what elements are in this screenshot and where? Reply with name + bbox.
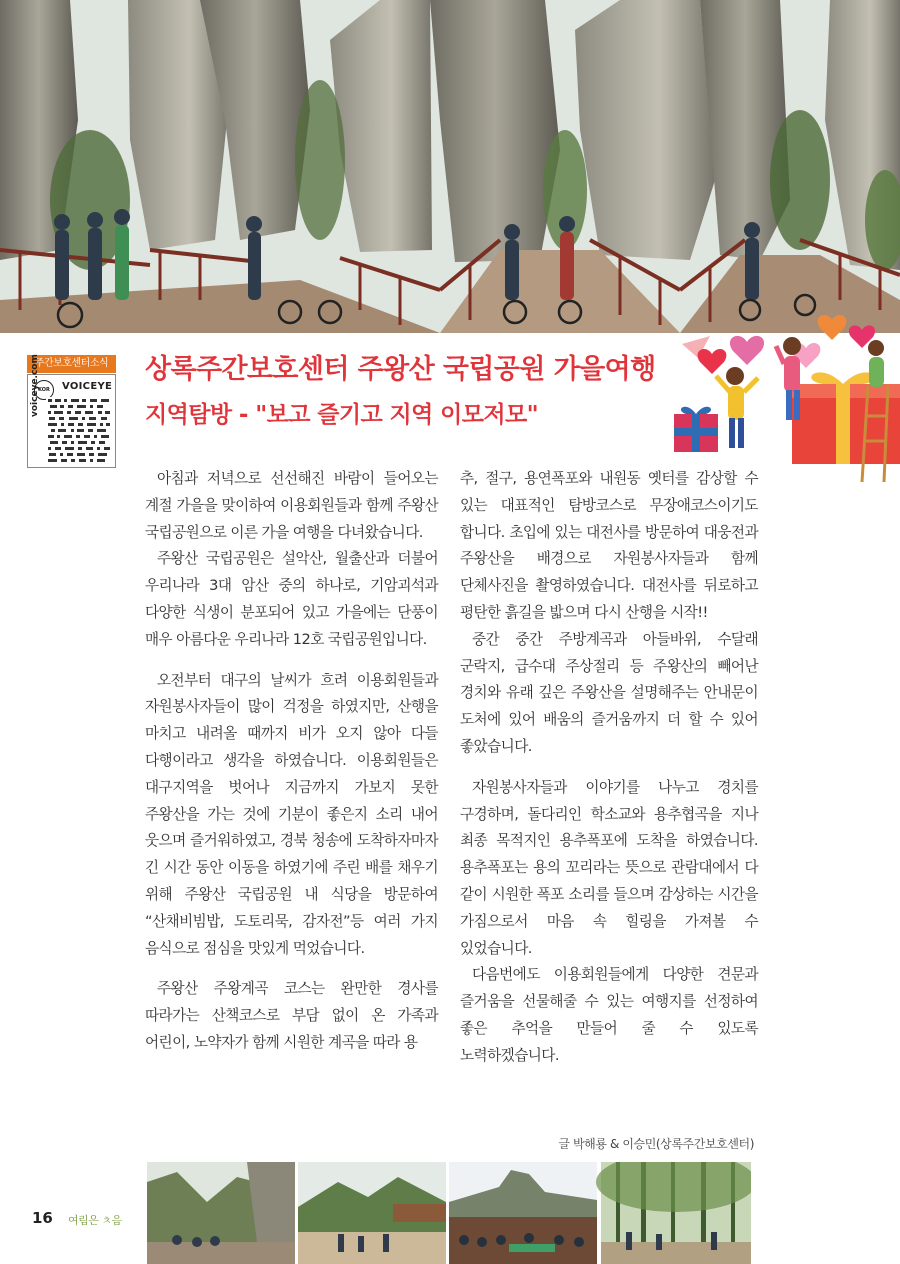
article-title: 상록주간보호센터 주왕산 국립공원 가을여행 xyxy=(145,354,656,385)
paragraph: 다음번에도 이용회원들에게 다양한 견문과 즐거움을 선물해줄 수 있는 여행지를 선정하여 좋은 추억을 만들어 줄 수 있도록 노력하겠습니다. xyxy=(460,966,758,1064)
kor-badge: KOR xyxy=(34,380,54,400)
byline: 글 박해룡 & 이승민(상록주간보호센터) xyxy=(558,1137,754,1151)
paragraph: 아침과 저녁으로 선선해진 바람이 들어오는 계절 가을을 맞이하여 이용회원들과 함께 주왕산 국립공원으로 이른 가을 여행을 다녀왔습니다. xyxy=(145,470,438,541)
page-number: 16 xyxy=(32,1209,53,1227)
voiceye-site: voiceye.com xyxy=(30,354,40,417)
article-subtitle: 지역탐방 - "보고 즐기고 지역 이모저모" xyxy=(145,402,539,428)
paragraph: 중간 중간 주방계곡과 아들바위, 수달래 군락지, 급수대 주상절리 등 주왕산의 빼어난 경치와 유래 깊은 주왕산을 설명해주는 안내문이 도처에 있어 배움의 즐거움까지 더 할 수 있어 좋았습니다. xyxy=(460,630,758,755)
body-right-column xyxy=(460,466,758,1070)
paragraph: 추, 절구, 용연폭포와 내원동 옛터를 감상할 수 있는 대표적인 탐방코스로 무장애코스이기도 합니다. 초입에 있는 대전사를 방문하여 대웅전과 주왕산을 배경으로 자원봉사자들과 함께 단체사진을 촬영하였습니다. 대전사를 뒤로하고 평탄한 흙길을 밟으며 다시 산행을 시작!! xyxy=(460,470,758,621)
section-tag: 주간보호센터소식 xyxy=(27,355,116,373)
paragraph: 주왕산 주왕계곡 코스는 완만한 경사를 따라가는 산책코스로 부담 없이 온 가족과 어린이, 노약자가 함께 시원한 계곡을 따라 용 xyxy=(145,980,438,1051)
paragraph: 주왕산 국립공원은 설악산, 월출산과 더불어 우리나라 3대 암산 중의 하나로, 기암괴석과 다양한 식생이 분포되어 있고 가을에는 단풍이 매우 아름다운 우리나라 12호 국립공원입니다. xyxy=(145,550,438,648)
voiceye-brand: VOICEYE xyxy=(62,381,113,392)
bottom-photo-strip xyxy=(147,1162,751,1264)
gift-hearts-illustration-icon xyxy=(672,306,900,482)
publication-logo: 여림은 ㅊ음 xyxy=(68,1214,122,1227)
paragraph: 오전부터 대구의 날씨가 흐려 이용회원들과 자원봉사자들이 많이 걱정을 하였지만, 산행을 마치고 내려올 때까지 비가 오지 않아 다들 다행이라고 생각을 하였습니다. 이용회원들은 대구지역을 벗어나 지금까지 가보지 못한 주왕산을 가는 것에 기분이 좋은지 소리 내어 웃으며 즐거워하였고, 경북 청송에 도착하자마자 긴 시간 동안 이동을 하였기에 주린 배를 채우기 위해 주왕산 국립공원 내 식당을 방문하여 “산채비빔밥, 도토리묵, 감자전”등 여러 가지 음식으로 점심을 맛있게 먹었습니다. xyxy=(145,671,438,957)
body-left-column xyxy=(145,466,438,1057)
paragraph: 자원봉사자들과 이야기를 나누고 경치를 구경하며, 돌다리인 학소교와 용추협곡을 지나 최종 목적지인 용추폭포에 도착을 하였습니다. 용추폭포는 용의 꼬리라는 뜻으로 관람대에서 다 같이 시원한 폭포 소리를 들으며 감상하는 시간을 가짐으로서 마음 속 힐링을 가져볼 수 있었습니다. xyxy=(460,778,758,957)
hero-photo xyxy=(0,0,900,333)
qr-pattern-icon xyxy=(46,397,112,463)
